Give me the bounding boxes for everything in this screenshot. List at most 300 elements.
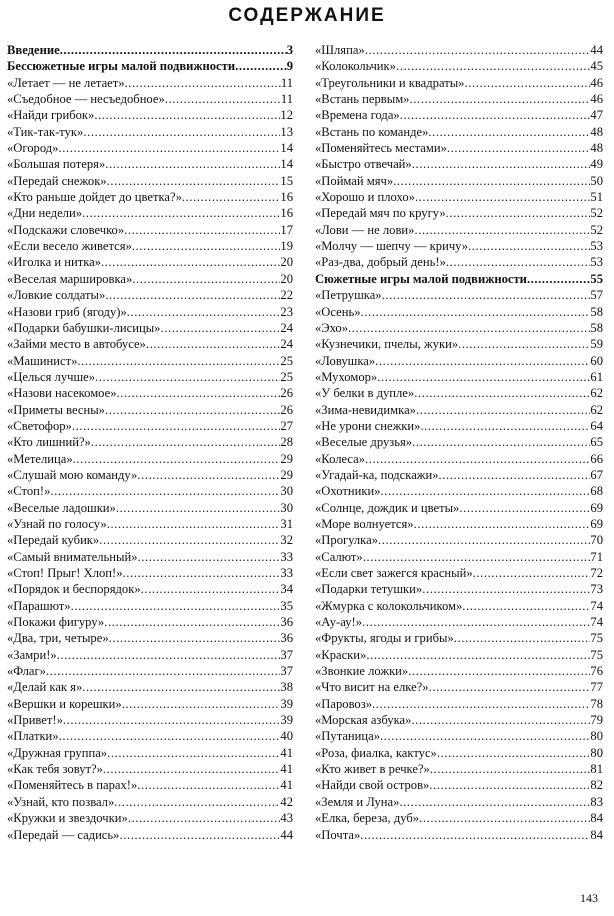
toc-entry-title: «Ловушка» xyxy=(315,353,376,368)
dot-leader xyxy=(360,827,590,843)
toc-entry xyxy=(7,777,293,793)
dot-leader xyxy=(464,75,590,91)
toc-entry xyxy=(315,745,603,761)
toc-entry-title: «Назови гриб (ягоду)» xyxy=(7,304,127,319)
dot-leader xyxy=(458,336,590,352)
toc-entry-title: «Колокольчик» xyxy=(315,59,396,74)
toc-entry xyxy=(315,761,603,777)
toc-entry-page: 74 xyxy=(590,615,603,630)
toc-column-left xyxy=(7,42,293,843)
toc-entry-title: «Самый внимательный» xyxy=(7,549,138,564)
dot-leader xyxy=(105,156,280,172)
toc-entry-title: «Подскажи словечко» xyxy=(7,222,125,237)
dot-leader xyxy=(422,581,590,597)
toc-entry-page: 46 xyxy=(590,75,603,90)
toc-entry-title: «Съедобное — несъедобное» xyxy=(7,92,165,107)
toc-entry-title: «Стоп! Прыг! Хлоп!» xyxy=(7,566,123,580)
toc-entry-title: «Делай как я» xyxy=(7,680,83,695)
toc-entry-page: 15 xyxy=(280,173,293,188)
toc-entry xyxy=(7,254,293,270)
toc-entry-page: 59 xyxy=(590,337,603,352)
toc-entry xyxy=(315,483,603,499)
dot-leader xyxy=(393,173,590,189)
toc-entry-title: «Поменяйтесь в парах!» xyxy=(7,778,138,793)
toc-entry-page: 67 xyxy=(590,467,603,482)
toc-entry-page: 33 xyxy=(280,549,293,564)
toc-entry-title: «Тик-так-тук» xyxy=(7,124,84,139)
dot-leader xyxy=(362,614,590,630)
toc-entry xyxy=(7,434,293,450)
toc-entry-title: «Елка, береза, дуб» xyxy=(315,811,420,826)
toc-entry xyxy=(7,679,293,695)
toc-entry xyxy=(315,451,603,467)
toc-entry-page: 37 xyxy=(280,647,293,662)
toc-entry-title: «Если свет зажегся красный» xyxy=(315,566,473,580)
dot-leader xyxy=(412,434,590,450)
toc-section-heading xyxy=(7,42,293,58)
toc-entry-page: 12 xyxy=(280,108,293,123)
dot-leader xyxy=(361,304,591,320)
toc-entry-title: «Осень» xyxy=(315,304,361,319)
toc-entry-title: «Подарки бабушки-лисицы» xyxy=(7,320,161,335)
toc-entry-title: «Краски» xyxy=(315,647,367,662)
toc-entry xyxy=(315,418,603,434)
toc-entry xyxy=(7,385,293,401)
dot-leader xyxy=(430,761,591,777)
toc-entry-title: «Дни недели» xyxy=(7,206,82,221)
toc-entry-page: 70 xyxy=(590,533,603,548)
toc-section-heading xyxy=(315,271,603,287)
toc-entry-page: 83 xyxy=(590,794,603,809)
toc-entry xyxy=(7,205,293,221)
toc-entry-title: «Охотники» xyxy=(315,484,381,499)
toc-entry xyxy=(315,222,603,238)
toc-entry-title: «Раз-два, добрый день!» xyxy=(315,255,446,270)
toc-entry-title: «Два, три, четыре» xyxy=(7,631,109,646)
toc-entry xyxy=(315,565,603,581)
dot-leader xyxy=(365,451,590,467)
dot-leader xyxy=(104,614,280,630)
toc-entry-page: 34 xyxy=(280,582,293,597)
dot-leader xyxy=(378,532,590,548)
toc-entry-page: 62 xyxy=(590,386,603,401)
toc-entry xyxy=(7,353,293,369)
page-title: СОДЕРЖАНИЕ xyxy=(228,5,386,26)
toc-entry xyxy=(315,794,603,810)
dot-leader xyxy=(366,647,590,663)
toc-entry-page: 28 xyxy=(280,435,293,450)
toc-entry-page: 48 xyxy=(590,124,603,139)
dot-leader xyxy=(420,418,590,434)
toc-entry-title: «Роза, фиалка, кактус» xyxy=(315,745,437,760)
toc-entry-page: 25 xyxy=(280,353,293,368)
dot-leader xyxy=(446,205,591,221)
dot-leader xyxy=(235,58,287,74)
dot-leader xyxy=(94,107,280,123)
toc-entry xyxy=(7,532,293,548)
toc-entry-title: «Треугольники и квадраты» xyxy=(315,75,465,90)
toc-entry xyxy=(7,712,293,728)
dot-leader xyxy=(182,189,281,205)
toc-entry-page: 13 xyxy=(280,124,293,139)
toc-entry xyxy=(7,516,293,532)
toc-entry-page: 48 xyxy=(590,141,603,156)
toc-entry-title: «Фрукты, ягоды и грибы» xyxy=(315,631,454,646)
toc-entry xyxy=(7,827,293,843)
toc-entry-title: «Узнай по голосу» xyxy=(7,516,107,531)
toc-entry-page: 19 xyxy=(280,239,293,254)
dot-leader xyxy=(400,107,591,123)
toc-entry xyxy=(315,630,603,646)
toc-entry-title: «Приметы весны» xyxy=(7,402,105,417)
toc-entry-page: 84 xyxy=(590,827,603,842)
dot-leader xyxy=(103,761,280,777)
toc-entry-title: «Стоп!» xyxy=(7,484,51,499)
toc-entry-page: 37 xyxy=(280,664,293,679)
toc-entry xyxy=(7,304,293,320)
toc-entry-page: 39 xyxy=(280,696,293,711)
toc-entry xyxy=(315,614,603,630)
dot-leader xyxy=(72,418,281,434)
dot-leader xyxy=(107,173,281,189)
toc-entry-title: «Порядок и беспорядок» xyxy=(7,582,141,597)
dot-leader xyxy=(527,271,590,287)
toc-entry-title: «Найди грибок» xyxy=(7,108,95,123)
toc-entry xyxy=(315,516,603,532)
dot-leader xyxy=(380,728,590,744)
dot-leader xyxy=(125,75,281,91)
dot-leader xyxy=(396,58,590,74)
dot-leader xyxy=(462,598,590,614)
dot-leader xyxy=(50,483,280,499)
dot-leader xyxy=(160,320,280,336)
toc-entry-page: 31 xyxy=(280,516,293,531)
toc-entry-page: 77 xyxy=(590,680,603,695)
dot-leader xyxy=(468,238,590,254)
toc-entry-title: «Займи место в автобусе» xyxy=(7,337,146,352)
toc-entry-page: 52 xyxy=(590,206,603,221)
toc-entry-title: «Зима-невидимка» xyxy=(315,402,416,417)
dot-leader xyxy=(107,516,281,532)
toc-entry xyxy=(315,696,603,712)
dot-leader xyxy=(107,745,280,761)
toc-entry-title: «Земля и Луна» xyxy=(315,794,400,809)
toc-entry-page: 39 xyxy=(280,713,293,728)
toc-entry xyxy=(315,532,603,548)
toc-entry-page: 29 xyxy=(280,467,293,482)
toc-entry-page: 47 xyxy=(590,108,603,123)
dot-leader xyxy=(414,385,590,401)
toc-entry-page: 58 xyxy=(590,320,603,335)
toc-entry xyxy=(7,549,293,565)
toc-entry xyxy=(7,745,293,761)
toc-entry-page: 75 xyxy=(590,647,603,662)
toc-entry xyxy=(315,777,603,793)
toc-entry-page: 62 xyxy=(590,402,603,417)
toc-entry xyxy=(315,156,603,172)
dot-leader xyxy=(454,630,591,646)
toc-entry-title: «Быстро отвечай» xyxy=(315,157,412,172)
dot-leader xyxy=(447,140,591,156)
toc-entry xyxy=(7,810,293,826)
toc-entry-title: «Веселая маршировка» xyxy=(7,271,133,286)
toc-entry xyxy=(7,451,293,467)
toc-entry-page: 41 xyxy=(280,778,293,793)
toc-entry xyxy=(315,712,603,728)
toc-entry xyxy=(7,402,293,418)
toc-entry-page: 53 xyxy=(590,239,603,254)
toc-entry-page: 44 xyxy=(280,827,293,842)
toc-entry-title: «Иголка и нитка» xyxy=(7,255,102,270)
toc-entry xyxy=(7,581,293,597)
toc-entry-title: «Звонкие ложки» xyxy=(315,664,409,679)
toc-entry xyxy=(315,189,603,205)
toc-entry-page: 60 xyxy=(590,353,603,368)
toc-entry-title: «Морская азбука» xyxy=(315,713,412,728)
toc-entry-page: 46 xyxy=(590,92,603,107)
toc-entry xyxy=(315,140,603,156)
dot-leader xyxy=(116,500,281,516)
dot-leader xyxy=(146,336,281,352)
toc-entry xyxy=(315,304,603,320)
toc-entry-page: 42 xyxy=(280,794,293,809)
toc-entry xyxy=(315,320,603,336)
toc-entry xyxy=(315,369,603,385)
dot-leader xyxy=(46,663,280,679)
dot-leader xyxy=(91,434,281,450)
toc-entry xyxy=(7,696,293,712)
toc-entry-title: Бессюжетные игры малой подвижности xyxy=(7,59,236,74)
dot-leader xyxy=(137,467,280,483)
toc-entry-page: 71 xyxy=(590,549,603,564)
toc-entry-page: 80 xyxy=(590,745,603,760)
toc-entry-page: 22 xyxy=(280,288,293,303)
dot-leader xyxy=(415,189,590,205)
toc-entry-title: «Целься лучше» xyxy=(7,369,96,384)
toc-entry xyxy=(7,565,293,581)
toc-entry xyxy=(7,238,293,254)
toc-entry-title: «Ловкие солдаты» xyxy=(7,288,106,303)
toc-entry-page: 44 xyxy=(590,43,603,57)
toc-entry xyxy=(315,581,603,597)
toc-entry-page: 72 xyxy=(590,566,603,580)
dot-leader xyxy=(138,549,281,565)
dot-leader xyxy=(419,810,590,826)
toc-entry xyxy=(315,434,603,450)
toc-entry-title: «Парашют» xyxy=(7,598,71,613)
toc-entry xyxy=(315,238,603,254)
dot-leader xyxy=(82,679,280,695)
toc-entry-title: «Жмурка с колокольчиком» xyxy=(315,598,463,613)
toc-entry-page: 23 xyxy=(280,304,293,319)
toc-entry-page: 3 xyxy=(286,43,293,57)
dot-leader xyxy=(429,679,591,695)
toc-entry xyxy=(315,287,603,303)
toc-entry-title: «Как тебя зовут?» xyxy=(7,762,103,777)
toc-entry xyxy=(315,663,603,679)
dot-leader xyxy=(363,549,591,565)
dot-leader xyxy=(63,712,281,728)
dot-leader xyxy=(428,124,590,140)
toc-entry xyxy=(7,500,293,516)
toc-entry-title: «Путаница» xyxy=(315,729,381,744)
toc-entry-title: «Не урони снежки» xyxy=(315,418,421,433)
toc-entry-page: 79 xyxy=(590,713,603,728)
toc-entry xyxy=(315,467,603,483)
dot-leader xyxy=(382,287,591,303)
toc-entry xyxy=(7,156,293,172)
toc-entry-page: 25 xyxy=(280,369,293,384)
toc-entry-title: «Веселые друзья» xyxy=(315,435,413,450)
dot-leader xyxy=(77,353,280,369)
dot-leader xyxy=(348,320,590,336)
toc-entry-title: «Замри!» xyxy=(7,647,57,662)
toc-entry-title: «Летает — не летает» xyxy=(7,75,125,90)
toc-entry-page: 36 xyxy=(280,631,293,646)
toc-entry-title: «Эхо» xyxy=(315,320,349,335)
toc-entry-title: «Привет!» xyxy=(7,713,63,728)
toc-entry-page: 33 xyxy=(280,566,293,580)
dot-leader xyxy=(99,532,280,548)
dot-leader xyxy=(128,810,281,826)
toc-entry-title: «Флаг» xyxy=(7,664,46,679)
toc-entry-page: 66 xyxy=(590,451,603,466)
dot-leader xyxy=(399,794,590,810)
toc-entry xyxy=(315,679,603,695)
toc-entry-title: «У белки в дупле» xyxy=(315,386,415,401)
toc-entry xyxy=(315,124,603,140)
dot-leader xyxy=(114,794,280,810)
toc-entry xyxy=(7,189,293,205)
toc-entry xyxy=(7,222,293,238)
dot-leader xyxy=(123,565,281,581)
toc-entry-page: 16 xyxy=(280,190,293,205)
toc-entry-title: «Салют» xyxy=(315,549,363,564)
toc-entry-title: «Подарки тетушки» xyxy=(315,582,423,597)
toc-entry-page: 26 xyxy=(280,386,293,401)
toc-entry-page: 57 xyxy=(590,288,603,303)
toc-column-right xyxy=(315,42,603,843)
toc-entry-page: 40 xyxy=(280,729,293,744)
toc-entry-page: 38 xyxy=(280,680,293,695)
toc-entry-title: «Паровоз» xyxy=(315,696,373,711)
dot-leader xyxy=(117,385,281,401)
dot-leader xyxy=(439,467,591,483)
toc-entry xyxy=(7,287,293,303)
toc-entry xyxy=(315,205,603,221)
toc-entry-title: «Солнце, дождик и цветы» xyxy=(315,500,460,515)
dot-leader xyxy=(377,369,590,385)
toc-entry-title: «Мухомор» xyxy=(315,369,378,384)
toc-entry xyxy=(7,728,293,744)
toc-entry xyxy=(315,91,603,107)
toc-entry-page: 73 xyxy=(590,582,603,597)
toc-entry-page: 24 xyxy=(280,337,293,352)
toc-entry xyxy=(7,369,293,385)
toc-entry-title: «Огород» xyxy=(7,141,59,156)
toc-entry xyxy=(7,630,293,646)
toc-entry-title: «Угадай-ка, подскажи» xyxy=(315,467,439,482)
dot-leader xyxy=(109,630,281,646)
toc-entry xyxy=(315,385,603,401)
toc-entry-page: 69 xyxy=(590,516,603,531)
toc-entry-page: 64 xyxy=(590,418,603,433)
toc-entry-page: 78 xyxy=(590,696,603,711)
page-number: 143 xyxy=(580,891,598,905)
toc-entry-title: «Веселые ладошки» xyxy=(7,500,116,515)
toc-entry xyxy=(315,598,603,614)
toc-entry-page: 41 xyxy=(280,762,293,777)
toc-entry-page: 69 xyxy=(590,500,603,515)
toc-entry xyxy=(315,42,603,58)
dot-leader xyxy=(409,91,590,107)
dot-leader xyxy=(429,777,590,793)
toc-entry xyxy=(315,336,603,352)
dot-leader xyxy=(71,598,281,614)
toc-entry-page: 75 xyxy=(590,631,603,646)
toc-entry-title: «Молчу — шепчу — кричу» xyxy=(315,239,469,254)
toc-entry xyxy=(315,810,603,826)
dot-leader xyxy=(95,369,280,385)
dot-leader xyxy=(119,827,280,843)
toc-entry-title: «Кто лишний?» xyxy=(7,435,91,450)
toc-entry xyxy=(7,140,293,156)
dot-leader xyxy=(459,500,590,516)
dot-leader xyxy=(122,696,281,712)
toc-entry-title: «Шляпа» xyxy=(315,43,365,57)
toc-entry-page: 14 xyxy=(280,141,293,156)
toc-entry-page: 27 xyxy=(280,418,293,433)
toc-entry-title: «Большая потеря» xyxy=(7,157,106,172)
dot-leader xyxy=(105,402,280,418)
toc-entry-page: 53 xyxy=(590,255,603,270)
toc-entry-title: «Машинист» xyxy=(7,353,78,368)
toc-entry xyxy=(315,107,603,123)
toc-entry xyxy=(7,794,293,810)
toc-entry xyxy=(315,75,603,91)
toc-entry xyxy=(7,173,293,189)
toc-entry-page: 11 xyxy=(280,75,293,90)
toc-entry-title: «Кружки и звездочки» xyxy=(7,811,128,826)
dot-leader xyxy=(165,91,281,107)
dot-leader xyxy=(101,254,280,270)
dot-leader xyxy=(408,663,590,679)
toc-entry-title: «Поменяйтесь местами» xyxy=(315,141,447,156)
toc-entry xyxy=(7,418,293,434)
toc-entry xyxy=(7,107,293,123)
toc-entry-page: 58 xyxy=(590,304,603,319)
toc-entry-title: «Ау-ау!» xyxy=(315,615,362,630)
toc-entry-title: «Почта» xyxy=(315,827,361,842)
toc-entry xyxy=(7,124,293,140)
dot-leader xyxy=(141,581,281,597)
toc-entry-page: 74 xyxy=(590,598,603,613)
dot-leader xyxy=(60,42,287,58)
toc-entry-page: 50 xyxy=(590,173,603,188)
dot-leader xyxy=(124,222,280,238)
dot-leader xyxy=(73,451,281,467)
toc-entry-page: 20 xyxy=(280,255,293,270)
toc-entry-title: «Поймай мяч» xyxy=(315,173,394,188)
toc-entry-page: 81 xyxy=(590,762,603,777)
toc-entry xyxy=(7,761,293,777)
toc-entry-title: «Передай — садись» xyxy=(7,827,120,842)
toc-entry-page: 9 xyxy=(286,59,293,74)
toc-entry-title: «Петрушка» xyxy=(315,288,382,303)
toc-entry xyxy=(7,663,293,679)
toc-entry-title: «Назови насекомое» xyxy=(7,386,117,401)
toc-entry-title: «Кто живет в речке?» xyxy=(315,762,430,777)
